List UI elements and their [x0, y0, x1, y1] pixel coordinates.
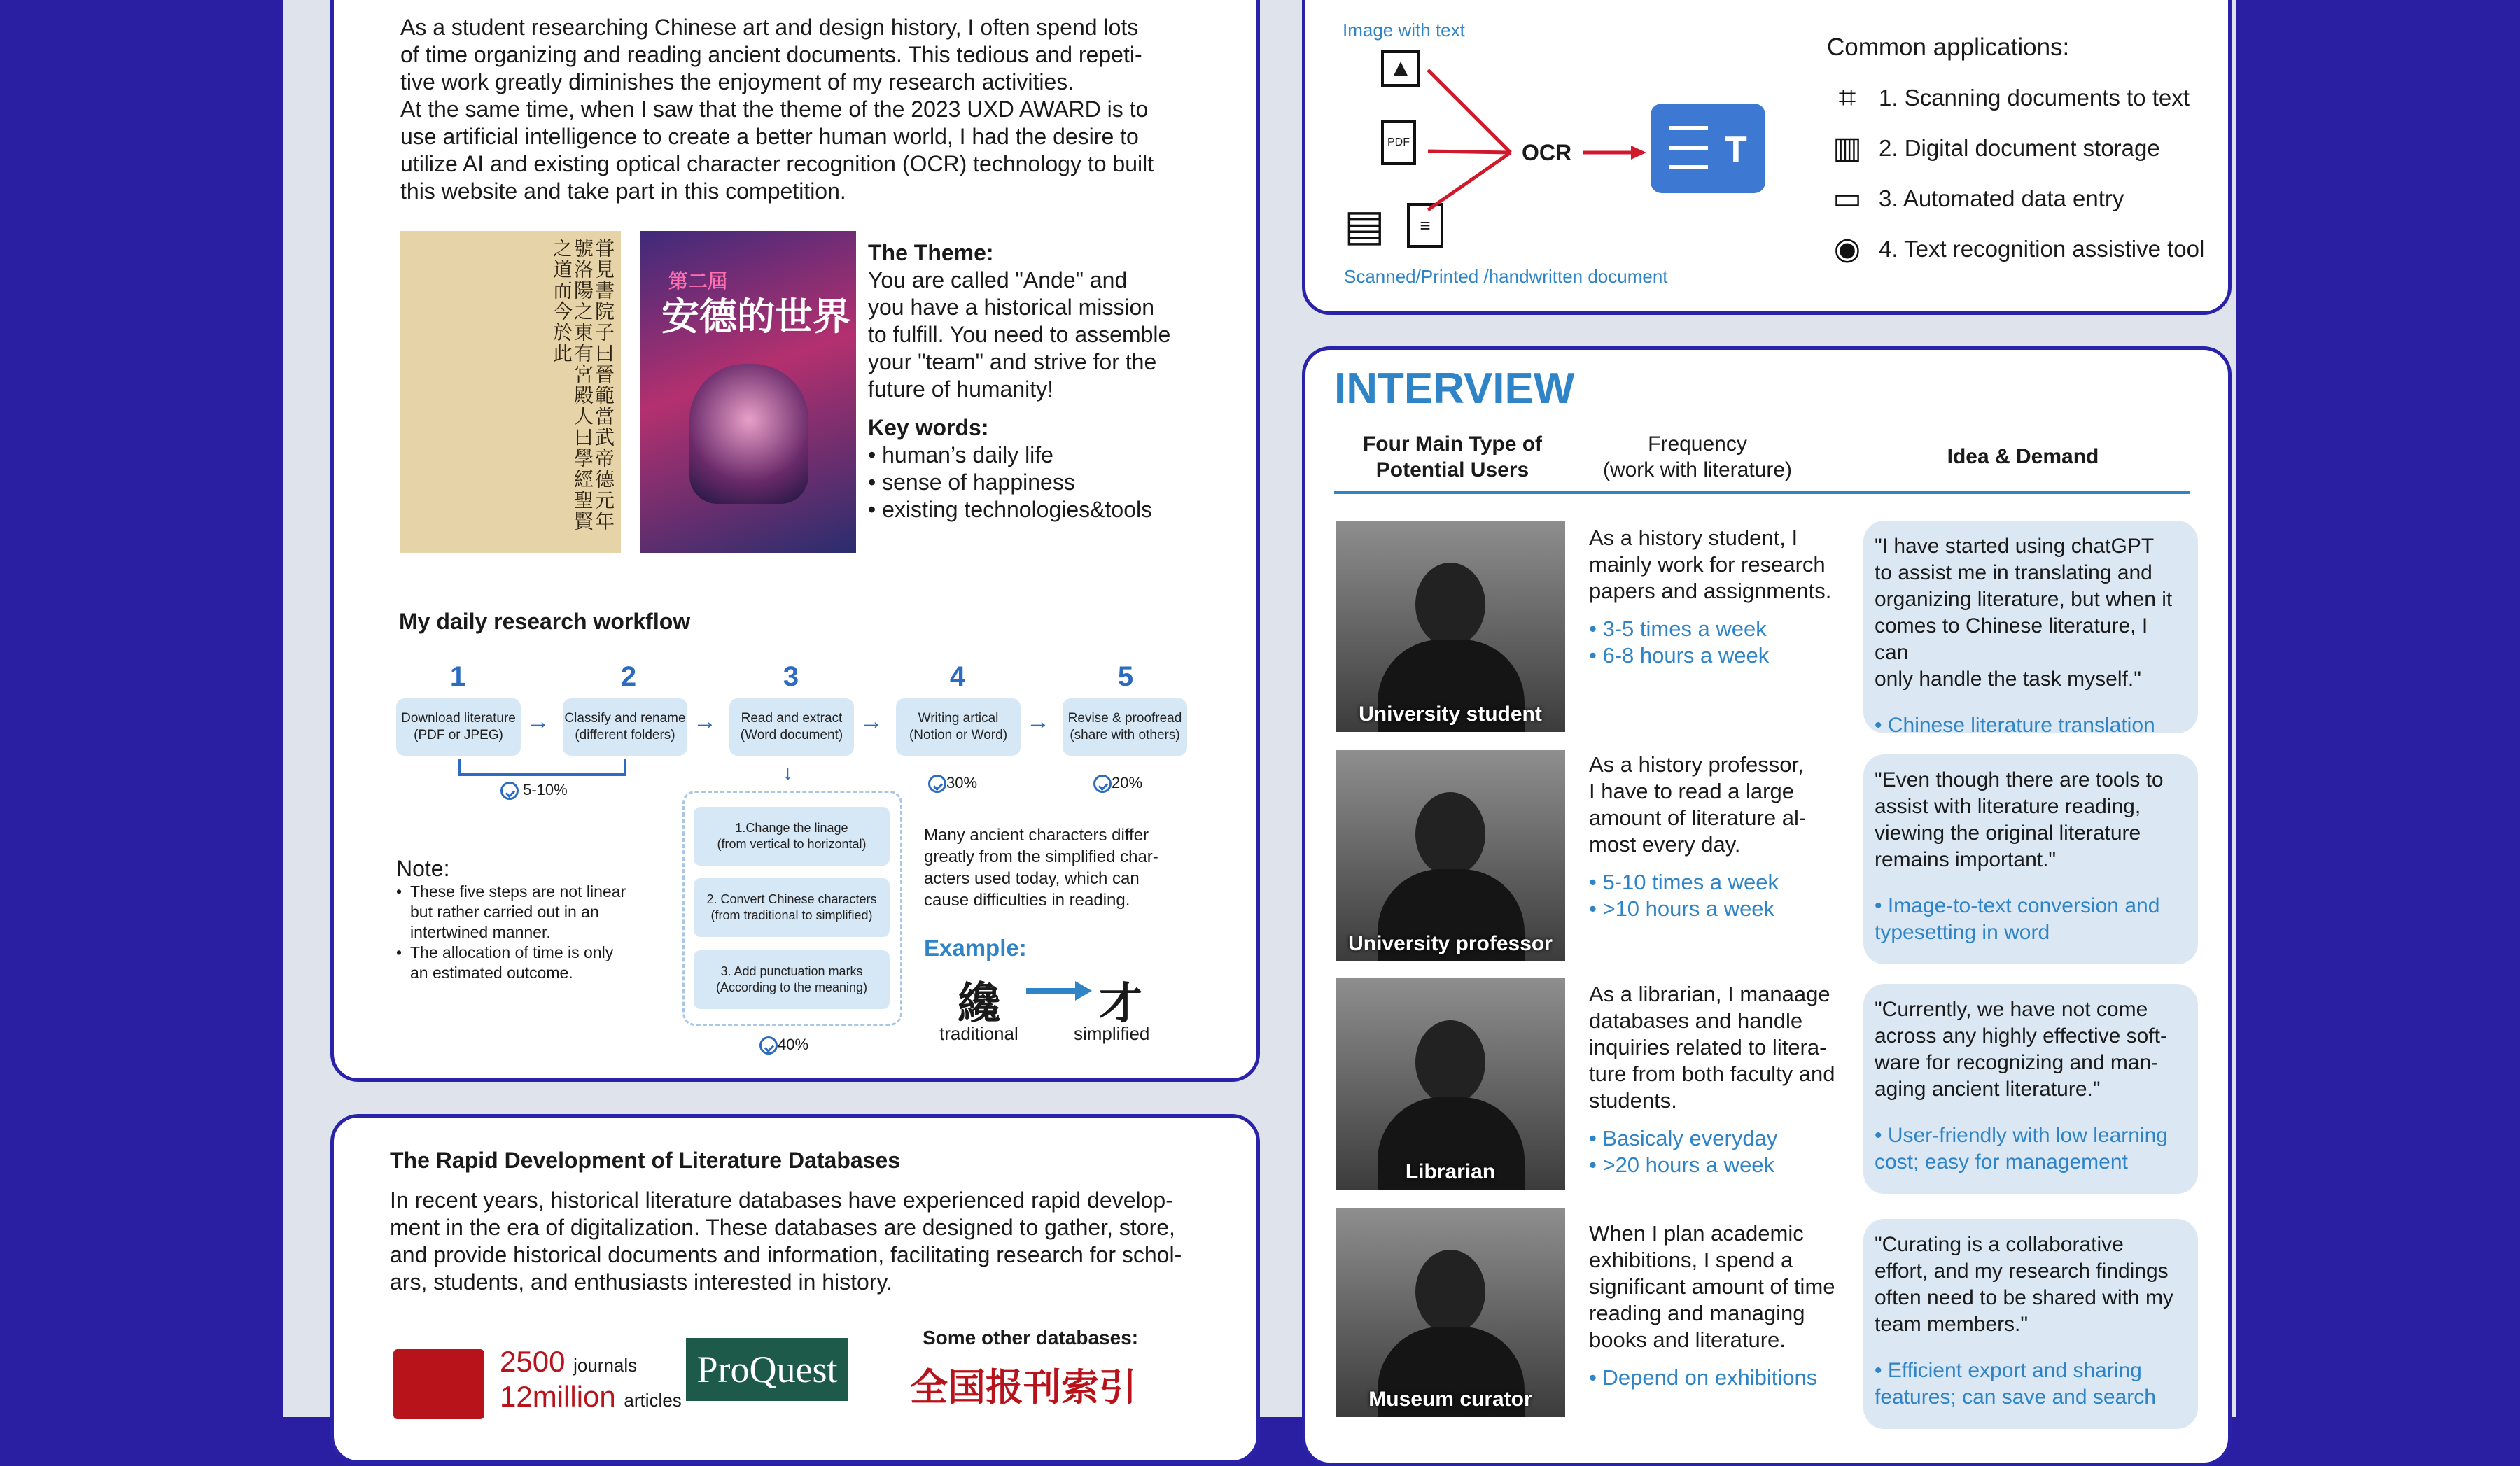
traditional-label: traditional — [939, 1023, 1018, 1044]
user-description: As a history professor, I have to read a large amount of literature al- most every day. • 5-10 times a week • >10 hours a week — [1589, 752, 1807, 921]
databases-text: In recent years, historical literature databases have experienced rapid develop- ment in the era of digitalization. These databases are designed to gather, store, and provide historical documents and information, facilitating research for schol- ars, students, and enthusiasts interested in history. — [390, 1187, 1182, 1295]
step-number-1: 1 — [449, 661, 466, 692]
intro-text: As a student researching Chinese art and design history, I often spend lots of time organizing and reading ancient documents. This tedious and repeti- tive work greatly diminishes the enjoyment of my research activities. At the same time, when I saw that the theme of the 2023 UXD AWARD is to use artificial intelligence to create a better human world, I had the desire to utilize AI and existing optical character recognition (OCR) technology to built this website and take part in this competition. — [400, 15, 1154, 204]
column-header-frequency: Frequency (work with literature) — [1602, 432, 1793, 481]
note-block: Note: • These five steps are not linear but rather carried out in an intertwined manner. • The allocation of time is only an estimated outcome. — [396, 856, 626, 982]
step-number-2: 2 — [620, 661, 637, 692]
column-header-demand: Idea & Demand — [1947, 445, 2099, 468]
other-databases-heading: Some other databases: — [923, 1327, 1139, 1348]
time-step-4: 30% — [928, 774, 977, 793]
demand-quote: "Curating is a collaborative effort, and my research findings often need to be shared with my team members." • Efficient export and sharing features; can save and search — [1863, 1219, 2198, 1429]
pdf-file-icon: PDF — [1381, 120, 1416, 165]
time-step-5: 20% — [1093, 774, 1142, 793]
column-header-users: Four Main Type of Potential Users — [1362, 432, 1543, 481]
bracket-line — [458, 759, 626, 776]
user-photo-professor: University professor — [1336, 750, 1565, 961]
scanner-icon: ▤ — [1344, 202, 1385, 250]
application-item: ◉ 4. Text recognition assistive tool — [1828, 232, 2204, 266]
application-item: ▥ 2. Digital document storage — [1828, 132, 2160, 165]
monitor-icon: ▭ — [1833, 181, 1862, 216]
ancient-characters-text: Many ancient characters differ greatly from the simplified char- acters used today, which can cause difficulties in reading. — [924, 826, 1158, 910]
proquest-logo: ProQuest — [686, 1338, 848, 1401]
ocr-label: OCR — [1522, 140, 1572, 165]
step-number-4: 4 — [949, 661, 966, 692]
database-logo-red — [393, 1349, 484, 1419]
arrow-down-icon: ↓ — [783, 761, 793, 784]
demand-quote: "Even though there are tools to assist with literature reading, viewing the original literature remains important." • Image-to-text conversion and typesetting in word — [1863, 754, 2198, 964]
user-description: As a librarian, I manaage databases and handle inquiries related to litera- ture from both faculty and students. • Basicaly everyday • >20 hours a week — [1589, 982, 1835, 1177]
step-box-4: Writing artical (Notion or Word) — [896, 698, 1021, 756]
time-step-3: 40% — [760, 1036, 808, 1055]
demand-quote: "I have started using chatGPT to assist me in translating and organizing literature, but when it comes to Chinese literature, I can only handle the task myself." • Chinese literature translation — [1863, 521, 2198, 733]
example-simplified-char: 才 — [1099, 978, 1143, 1029]
image-icon: ▲ — [1381, 50, 1420, 87]
image-with-text-label: Image with text — [1343, 20, 1465, 41]
user-description: When I plan academic exhibitions, I spend a significant amount of time reading and managing books and literature. • Depend on exhibitions — [1589, 1221, 1835, 1390]
example-arrow-icon — [1026, 988, 1082, 994]
substep-2: 2. Convert Chinese characters (from traditional to simplified) — [694, 878, 890, 937]
interview-title: INTERVIEW — [1334, 365, 1575, 413]
step-box-2: Classify and rename (different folders) — [563, 698, 687, 756]
example-heading: Example: — [924, 935, 1027, 961]
arrow-right-icon: → — [1026, 708, 1050, 735]
eye-icon: ◉ — [1833, 232, 1861, 266]
time-steps-1-2: 5-10% — [500, 781, 568, 800]
step-box-5: Revise & proofread (share with others) — [1063, 698, 1187, 756]
arrow-right-icon: → — [860, 708, 883, 735]
demand-quote: "Currently, we have not come across any highly effective soft- ware for recognizing and man- aging ancient literature." • User-friendly with low learning cost; easy for management — [1863, 984, 2198, 1194]
common-applications-heading: Common applications: — [1827, 34, 2070, 61]
substep-3: 3. Add punctuation marks (According to the meaning) — [694, 950, 890, 1009]
document-icon: ≡ — [1407, 203, 1443, 248]
storage-icon: ▥ — [1833, 131, 1862, 165]
user-photo-student: University student — [1336, 521, 1565, 732]
databases-heading: The Rapid Development of Literature Databases — [390, 1148, 901, 1173]
user-photo-curator: Museum curator — [1336, 1208, 1565, 1417]
scanned-document-label: Scanned/Printed /handwritten document — [1344, 266, 1668, 287]
user-description: As a history student, I mainly work for research papers and assignments. • 3-5 times a week • 6-8 hours a week — [1589, 526, 1832, 668]
step-box-3: Read and extract (Word document) — [729, 698, 854, 756]
substep-1: 1.Change the linage (from vertical to horizontal) — [694, 807, 890, 866]
example-traditional-char: 纔 — [958, 978, 1002, 1029]
other-database-logo: 全国报刊索引 — [910, 1365, 1137, 1409]
stat-articles: 12million articles — [500, 1380, 682, 1413]
application-item: ▭ 3. Automated data entry — [1828, 182, 2124, 216]
example-arrow-head — [1075, 981, 1092, 1001]
simplified-label: simplified — [1074, 1023, 1150, 1044]
application-item: ⌗ 1. Scanning documents to text — [1828, 81, 2190, 115]
stat-journals: 2500 journals — [500, 1345, 638, 1378]
keywords-heading: Key words: — [868, 415, 989, 440]
workflow-heading: My daily research workflow — [399, 609, 691, 634]
theme-heading: The Theme: — [868, 240, 994, 265]
arrow-right-icon: → — [693, 708, 717, 735]
step-box-1: Download literature (PDF or JPEG) — [396, 698, 521, 756]
step-number-5: 5 — [1117, 661, 1134, 692]
award-poster-image: 第二屆 安德的世界 — [640, 231, 856, 553]
step-number-3: 3 — [783, 661, 799, 692]
header-divider — [1334, 491, 2190, 494]
arrow-right-icon: → — [526, 708, 550, 735]
user-photo-librarian: Librarian — [1336, 978, 1565, 1190]
scan-icon: ⌗ — [1838, 80, 1856, 115]
ancient-document-image: 甞見書院子曰晉範當武帝德元年號洛陽之東有宮殿人曰學經聖賢之道而今於此 — [400, 231, 621, 553]
theme-block: The Theme: You are called "Ande" and you have a historical mission to fulfill. You need to assemble your "team" and strive for the future of humanity! Key words: • human’s daily life • sense of happiness • existing technologies&tools — [868, 239, 1197, 523]
text-output-icon: T — [1651, 104, 1765, 193]
